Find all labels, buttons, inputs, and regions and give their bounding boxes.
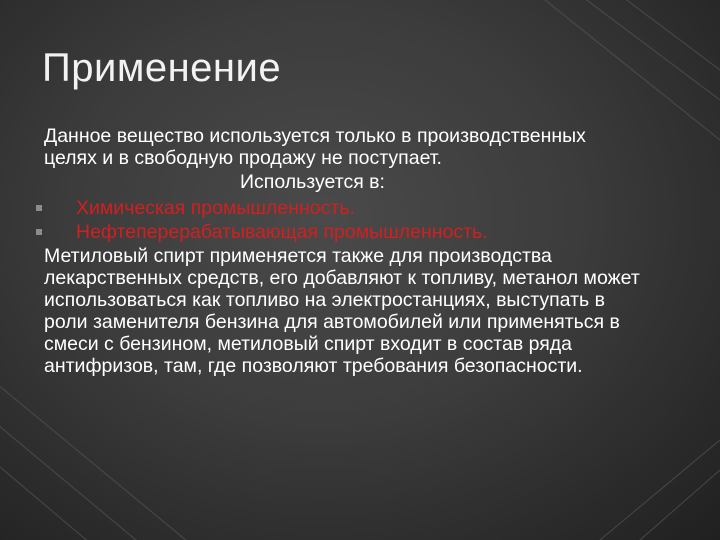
bullet-text: Нефтеперерабатывающая промышленность. (76, 221, 488, 243)
body-paragraph: Метиловый спирт применяется также для производства лекарственных средств, его добавляют к топливу, метанол может использоваться как топливо на электростанциях, выступать в роли заменителя бензина для автомобилей или применяться в смеси с бензином, метиловый спирт входит в состав ряда антифризов, там, где позволяют требования безопасности. (44, 245, 640, 377)
list-item (44, 221, 644, 243)
used-in-label: Используется в: (240, 171, 385, 193)
square-bullet-icon (36, 229, 42, 235)
slide-title: Применение (42, 46, 282, 90)
bullet-text: Химическая промышленность. (76, 197, 355, 219)
list-item (44, 197, 644, 219)
intro-paragraph: Данное вещество используется только в производственных целях и в свободную продажу не поступает. (44, 125, 586, 169)
square-bullet-icon (36, 205, 42, 211)
bullet-list (44, 197, 644, 243)
slide-body (44, 125, 644, 377)
